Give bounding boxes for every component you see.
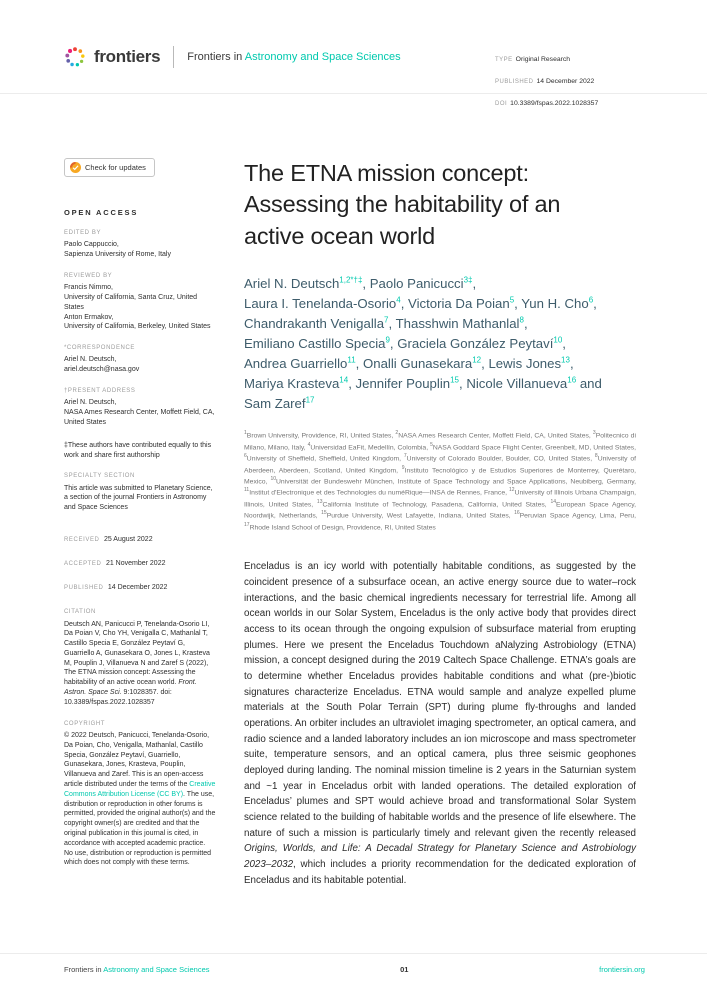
sidebar-text: Sapienza University of Rome, Italy xyxy=(64,251,171,259)
inline-link[interactable]: Creative Commons Attribution License (CC BY) xyxy=(64,780,216,798)
article-title: The ETNA mission concept: Assessing the habitability of an active ocean world xyxy=(244,160,561,249)
sidebar-section xyxy=(64,721,216,868)
sidebar-section-label: *CORRESPONDENCE xyxy=(64,345,136,352)
sidebar-text: This article was submitted to Planetary Science, a section of the journal Frontiers in Astronomy and Space Sciences xyxy=(64,484,213,512)
sidebar-sections xyxy=(64,230,216,868)
page-number: 01 xyxy=(400,965,409,974)
sidebar-section xyxy=(64,609,216,707)
sidebar-section-label: REVIEWED BY xyxy=(64,272,113,279)
article-meta xyxy=(495,47,645,114)
author-name: Lewis Jones$^{13}$ xyxy=(488,355,570,371)
brand-name: frontiers xyxy=(94,47,161,66)
author-name: Onalli Gunasekara$^{12}$ xyxy=(363,355,482,371)
sidebar-text: ‡These authors have contributed equally to this work and share first authorship xyxy=(64,441,212,459)
sidebar-date-row: PUBLISHED 14 December 2022 xyxy=(64,583,168,591)
abstract-text: Enceladus is an icy world with potentially habitable conditions, as suggested by the coincident presence of a subsurface ocean, an active energy source due to water–rock interactions, and the basic chemical ingredients necessary for terrestrial life. Among all ocean worlds in our Solar System, Enceladus is the only active body that provides direct access to its ocean through the ongoing expulsion of subsurface material from erupting plumes. Here we present the Enceladus Touchdown aNalyzing Astrobiology (ETNA) mission, a concept designed during the 2019 Caltech Space Challenge. ETNA’s goals are to determine whether Enceladus provides habitable conditions and what (pre-)biotic signatures characterize Enceladus. ETNA would sample and analyze expelled plume materials at the South Polar Terrain (SPT) during plume fly-throughs and landed operations. An orbiter includes an ultraviolet imaging spectrometer, an optical camera, and radio science and a landed laboratory includes an ion microscope and mass spectrometer suite, temperature sensors, and an optical camera, plus three seismic geophones deployed during landing. The nominal mission timeline is 2 years in the Saturnian system and ~1 year in Enceladus orbit with landed operations. The detailed exploration of Enceladus’ plumes and SPT would achieve broad and transformational Solar System science related to the building of habitable worlds and the presence of life elsewhere. The nature of such a mission is particularly timely and relevant given the recently released Origins, Worlds, and Life: A Decadal Strategy for Planetary Science and Astrobiology 2023–2032, which includes a priority recommendation for the dedicated exploration of Enceladus and its habitable potential. xyxy=(244,561,636,886)
footer-journal-link[interactable]: Astronomy and Space Sciences xyxy=(103,965,210,974)
author-name: Victoria Da Poian$^5$ xyxy=(408,295,515,311)
sidebar xyxy=(64,158,216,888)
author-name: Thasshwin Mathanlal$^8$ xyxy=(395,315,524,331)
sidebar-section xyxy=(64,473,216,513)
open-access-label: OPEN ACCESS xyxy=(64,208,139,217)
brand xyxy=(64,46,401,68)
page-footer xyxy=(0,953,707,1000)
sidebar-text: University of California, Santa Cruz, United States xyxy=(64,293,198,311)
affiliation-list: $^1$Brown University, Providence, RI, United States, $^2$NASA Ames Research Center, Moffett Field, CA, United States, $^3$Politecnico di Milano, Milano, Italy, $^4$Universidad EaFit, Medellín, Colombia, $^5$NASA Goddard Space Flight Center, Greenbelt, MD, United States, $^6$University of Sheffield, Sheffield, United Kingdom, $^7$University of Colorado Boulder, Boulder, CO, United States, $^8$University of Aberdeen, Aberdeen, Scotland, United Kingdom, $^9$Instituto Tecnológico y de Estudios Superiores de Monterrey, Querétaro, Mexico, $^{10}$Universität der Bundeswehr München, Institute of Space Technology and Space Applications, Neubiberg, Germany, $^{11}$Institut d'Electronique et des Technologies du numéRique—INSA de Rennes, France, $^{12}$University of Illinois Urbana Champaign, Illinois, United States, $^{13}$California Institute of Technology, Pasadena, California, United States, $^{14}$European Space Agency, Noordwijk, Netherlands, $^{15}$Purdue University, West Lafayette, Indiana, United States, $^{16}$Peruvian Space Agency, Lima, Peru, $^{17}$Rhode Island School of Design, Providence, RI, United States xyxy=(244,430,637,532)
journal-name-link[interactable]: Astronomy and Space Sciences xyxy=(244,51,401,63)
author-name: Sam Zaref$^{17}$ xyxy=(244,395,315,412)
crossmark-icon xyxy=(70,162,81,173)
meta-row: TYPE Original Research xyxy=(495,56,571,63)
sidebar-text: © 2022 Deutsch, Panicucci, Tenelanda-Osorio, Da Poian, Cho, Venigalla, Mathanlal, Castillo Specia, González Peytaví, Guarriello, Gunasekara, Jones, Krasteva, Pouplin, Villanueva and Zaref. This is an open-access article distributed under the terms of the Creative Commons Attribution License (CC BY). The use, distribution or reproduction in other forums is permitted, provided the original author(s) and the copyright owner(s) are credited and that the original publication in this journal is cited, in accordance with accepted academic practice. No use, distribution or reproduction is permitted which does not comply with these terms. xyxy=(64,731,216,867)
check-for-updates-button[interactable] xyxy=(64,158,155,177)
sidebar-section xyxy=(64,230,216,260)
journal-line xyxy=(187,51,400,63)
footer-site-link[interactable]: frontiersin.org xyxy=(599,965,645,974)
meta-row: PUBLISHED 14 December 2022 xyxy=(495,78,595,86)
author-name: Paolo Panicucci$^{3\ddagger}$ xyxy=(369,275,473,291)
footer-journal-prefix: Frontiers in xyxy=(64,965,102,974)
sidebar-text: Ariel N. Deutsch, xyxy=(64,356,117,364)
check-for-updates-label: Check for updates xyxy=(85,163,146,172)
page-header xyxy=(0,0,707,108)
sidebar-text: University of California, Berkeley, United States xyxy=(64,323,211,331)
sidebar-section xyxy=(64,273,216,332)
sidebar-text: Francis Nimmo, xyxy=(64,284,114,292)
brand-divider xyxy=(173,46,174,68)
author-name: Ariel N. Deutsch$^{1,2*\dagger\ddagger}$ xyxy=(244,275,363,291)
sidebar-section-label: †PRESENT ADDRESS xyxy=(64,388,136,395)
author-name: Jennifer Pouplin$^{15}$ xyxy=(355,375,459,392)
sidebar-section-label: COPYRIGHT xyxy=(64,720,106,727)
meta-row: DOI 10.3389/fspas.2022.1028357 xyxy=(495,100,599,108)
sidebar-section xyxy=(64,526,216,596)
author-name: Laura I. Tenelanda-Osorio$^4$ xyxy=(244,295,401,311)
author-name: Andrea Guarriello$^{11}$ xyxy=(244,355,356,371)
sidebar-section xyxy=(64,345,216,375)
sidebar-text: Deutsch AN, Panicucci P, Tenelanda-Osorio LI, Da Poian V, Cho YH, Venigalla C, Mathanlal T, Castillo Specia E, González Peytaví G, Guarriello A, Gunasekara O, Jones L, Krasteva M, Pouplin J, Villanueva N and Zaref S (2022), The ETNA mission concept: Assessing the habitability of an active ocean world. Front. Astron. Space Sci. 9:1028357. doi: 10.3389/fspas.2022.1028357 xyxy=(64,620,210,706)
sidebar-date-row: ACCEPTED 21 November 2022 xyxy=(64,559,166,567)
sidebar-text: ariel.deutsch@nasa.gov xyxy=(64,366,140,374)
author-name: Nicole Villanueva$^{16}$ xyxy=(466,375,577,392)
sidebar-section-label: EDITED BY xyxy=(64,230,102,236)
sidebar-section xyxy=(64,388,216,428)
sidebar-date-row: RECEIVED 25 August 2022 xyxy=(64,536,153,544)
footer-journal xyxy=(64,965,210,974)
author-list: Ariel N. Deutsch$^{1,2*\dagger\ddagger}$, Paolo Panicucci$^{3\ddagger}$, Laura I. Tenelanda-Osorio$^4$, Victoria Da Poian$^5$, Yun H. Cho$^6$, Chandrakanth Venigalla$^7$, Thasshwin Mathanlal$^8$, Emiliano Castillo Specia$^9$, Graciela González Peytaví$^{10}$, Andrea Guarriello$^{11}$, Onalli Gunasekara$^{12}$, Lewis Jones$^{13}$, Mariya Krasteva$^{14}$, Jennifer Pouplin$^{15}$, Nicole Villanueva$^{16}$ and Sam Zaref$^{17}$ xyxy=(244,275,602,412)
sidebar-section-label: SPECIALTY SECTION xyxy=(64,473,135,480)
article-main xyxy=(244,158,645,888)
content-area xyxy=(0,94,707,888)
author-name: Yun H. Cho$^6$ xyxy=(521,295,594,311)
sidebar-text: Ariel N. Deutsch, xyxy=(64,399,117,407)
author-name: Emiliano Castillo Specia$^9$ xyxy=(244,335,390,351)
author-name: Graciela González Peytaví$^{10}$ xyxy=(397,335,563,351)
journal-prefix: Frontiers in xyxy=(187,51,243,63)
author-name: Mariya Krasteva$^{14}$ xyxy=(244,375,349,392)
sidebar-section-label: CITATION xyxy=(64,609,96,616)
sidebar-text: Anton Ermakov, xyxy=(64,313,114,321)
sidebar-section xyxy=(64,441,216,461)
sidebar-text: NASA Ames Research Center, Moffett Field, CA, United States xyxy=(64,409,215,426)
author-name: Chandrakanth Venigalla$^7$ xyxy=(244,315,389,331)
sidebar-text: Paolo Cappuccio, xyxy=(64,241,119,249)
frontiers-logo-icon xyxy=(64,46,86,68)
